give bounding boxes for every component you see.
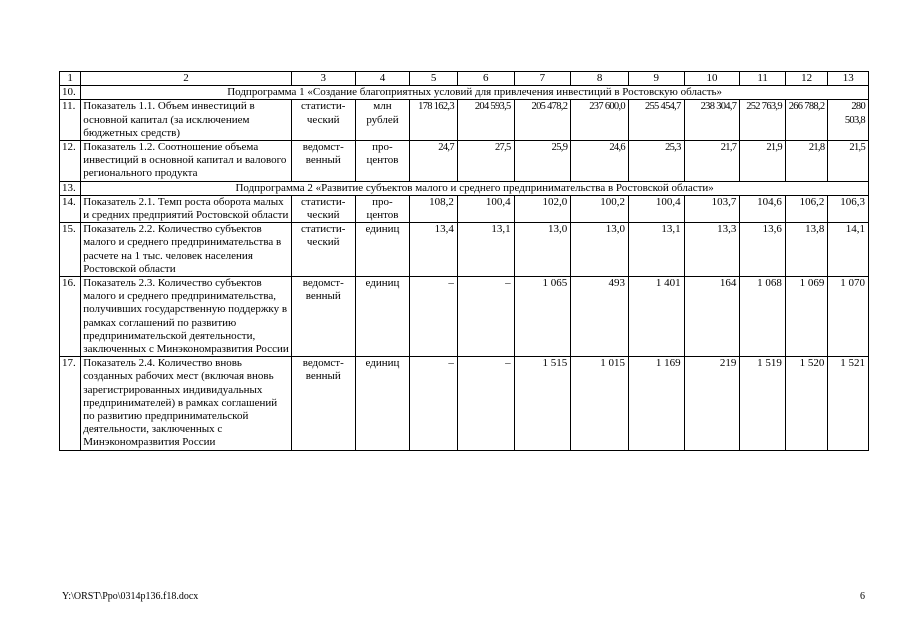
indicator-value: 13,0 bbox=[571, 223, 629, 277]
indicator-value: 21,8 bbox=[785, 141, 828, 182]
indicator-value: 106,3 bbox=[828, 195, 869, 222]
indicator-value: 1 065 bbox=[514, 277, 571, 357]
indicator-value: 100,4 bbox=[628, 195, 684, 222]
indicator-name: Показатель 1.1. Объем инвестиций в основной капитал (за исключением бюджетных средств) bbox=[81, 100, 292, 141]
indicator-value: 493 bbox=[571, 277, 629, 357]
indicator-value: 1 515 bbox=[514, 357, 571, 450]
indicator-value: 1 519 bbox=[740, 357, 786, 450]
indicator-value: – bbox=[457, 277, 514, 357]
column-number-cell: 3 bbox=[291, 72, 355, 86]
indicator-name: Показатель 1.2. Соотношение объема инвестиций в основной капитал и валового регионального продукта bbox=[81, 141, 292, 182]
indicator-value: 1 169 bbox=[628, 357, 684, 450]
indicators-table bbox=[59, 71, 869, 451]
indicator-value: 1 521 bbox=[828, 357, 869, 450]
indicator-row bbox=[60, 223, 869, 277]
footer-file-path: Y:\ORST\Ppo\0314p136.f18.docx bbox=[62, 591, 199, 602]
indicator-value: 21,9 bbox=[740, 141, 786, 182]
indicator-value: 280 503,8 bbox=[828, 100, 869, 141]
indicator-name: Показатель 2.2. Количество субъектов малого и среднего предпринимательства в расчете на 1 тыс. человек населения Ростовской области bbox=[81, 223, 292, 277]
indicator-unit: про-центов bbox=[355, 195, 410, 222]
indicator-value: 13,1 bbox=[628, 223, 684, 277]
column-number-cell: 5 bbox=[410, 72, 458, 86]
indicator-value: 13,6 bbox=[740, 223, 786, 277]
column-number-cell: 9 bbox=[628, 72, 684, 86]
indicator-row bbox=[60, 195, 869, 222]
indicator-name: Показатель 2.4. Количество вновь созданных рабочих мест (включая вновь зарегистрированных индивидуальных предпринимателей) в рамках соглашений по развитию предпринимательской деятельности, заключенных с Минэкономразвития России bbox=[81, 357, 292, 450]
row-number: 15. bbox=[60, 223, 81, 277]
indicator-value: 104,6 bbox=[740, 195, 786, 222]
indicator-unit: про-центов bbox=[355, 141, 410, 182]
indicator-source-type: ведомст-венный bbox=[291, 141, 355, 182]
indicator-row bbox=[60, 100, 869, 141]
indicator-value: 108,2 bbox=[410, 195, 458, 222]
column-number-cell: 7 bbox=[514, 72, 571, 86]
indicator-value: 25,3 bbox=[628, 141, 684, 182]
subprogram-row bbox=[60, 181, 869, 195]
indicator-row bbox=[60, 141, 869, 182]
indicator-source-type: ведомст-венный bbox=[291, 357, 355, 450]
indicator-value: 204 593,5 bbox=[457, 100, 514, 141]
column-number-row bbox=[60, 72, 869, 86]
indicator-value: 103,7 bbox=[684, 195, 740, 222]
indicator-value: 1 069 bbox=[785, 277, 828, 357]
indicator-value: 27,5 bbox=[457, 141, 514, 182]
indicator-value: 100,2 bbox=[571, 195, 629, 222]
indicator-value: 106,2 bbox=[785, 195, 828, 222]
indicator-name: Показатель 2.1. Темп роста оборота малых и средних предприятий Ростовской области bbox=[81, 195, 292, 222]
indicator-value: 252 763,9 bbox=[740, 100, 786, 141]
indicator-value: 1 070 bbox=[828, 277, 869, 357]
indicator-value: 21,7 bbox=[684, 141, 740, 182]
column-number-cell: 11 bbox=[740, 72, 786, 86]
indicator-value: – bbox=[410, 277, 458, 357]
indicator-row bbox=[60, 277, 869, 357]
column-number-cell: 6 bbox=[457, 72, 514, 86]
row-number: 10. bbox=[60, 86, 81, 100]
indicator-value: 255 454,7 bbox=[628, 100, 684, 141]
indicator-value: 219 bbox=[684, 357, 740, 450]
indicator-value: 237 600,0 bbox=[571, 100, 629, 141]
indicator-value: 13,4 bbox=[410, 223, 458, 277]
indicator-value: 13,0 bbox=[514, 223, 571, 277]
column-number-cell: 10 bbox=[684, 72, 740, 86]
indicator-value: 102,0 bbox=[514, 195, 571, 222]
indicator-value: 24,7 bbox=[410, 141, 458, 182]
indicator-value: 24,6 bbox=[571, 141, 629, 182]
indicator-value: 100,4 bbox=[457, 195, 514, 222]
column-number-cell: 12 bbox=[785, 72, 828, 86]
indicator-value: 178 162,3 bbox=[410, 100, 458, 141]
row-number: 17. bbox=[60, 357, 81, 450]
indicator-value: 25,9 bbox=[514, 141, 571, 182]
indicator-value: 1 401 bbox=[628, 277, 684, 357]
column-number-cell: 13 bbox=[828, 72, 869, 86]
row-number: 16. bbox=[60, 277, 81, 357]
indicator-value: 13,8 bbox=[785, 223, 828, 277]
column-number-cell: 8 bbox=[571, 72, 629, 86]
subprogram-title: Подпрограмма 2 «Развитие субъектов малого и среднего предпринимательства в Ростовской области» bbox=[81, 181, 869, 195]
indicator-row bbox=[60, 357, 869, 450]
indicator-unit: единиц bbox=[355, 357, 410, 450]
indicator-name: Показатель 2.3. Количество субъектов малого и среднего предпринимательства, получивших государственную поддержку в рамках соглашений по развитию предпринимательской деятельности, заключенных с Минэкономразвития России bbox=[81, 277, 292, 357]
indicator-source-type: ведомст-венный bbox=[291, 277, 355, 357]
indicator-unit: млн рублей bbox=[355, 100, 410, 141]
indicator-value: 266 788,2 bbox=[785, 100, 828, 141]
indicator-value: 21,5 bbox=[828, 141, 869, 182]
indicator-source-type: статисти-ческий bbox=[291, 195, 355, 222]
indicator-value: 13,1 bbox=[457, 223, 514, 277]
row-number: 14. bbox=[60, 195, 81, 222]
indicator-value: – bbox=[457, 357, 514, 450]
indicator-value: 1 015 bbox=[571, 357, 629, 450]
column-number-cell: 4 bbox=[355, 72, 410, 86]
subprogram-row bbox=[60, 86, 869, 100]
indicator-value: 164 bbox=[684, 277, 740, 357]
column-number-cell: 1 bbox=[60, 72, 81, 86]
indicator-source-type: статисти-ческий bbox=[291, 100, 355, 141]
indicator-unit: единиц bbox=[355, 277, 410, 357]
indicator-value: 205 478,2 bbox=[514, 100, 571, 141]
column-number-cell: 2 bbox=[81, 72, 292, 86]
indicator-value: 13,3 bbox=[684, 223, 740, 277]
row-number: 12. bbox=[60, 141, 81, 182]
indicator-value: – bbox=[410, 357, 458, 450]
indicator-unit: единиц bbox=[355, 223, 410, 277]
footer-page-number: 6 bbox=[860, 591, 865, 602]
row-number: 11. bbox=[60, 100, 81, 141]
indicator-value: 238 304,7 bbox=[684, 100, 740, 141]
indicator-value: 14,1 bbox=[828, 223, 869, 277]
indicator-source-type: статисти-ческий bbox=[291, 223, 355, 277]
subprogram-title: Подпрограмма 1 «Создание благоприятных условий для привлечения инвестиций в Ростовскую область» bbox=[81, 86, 869, 100]
indicator-value: 1 068 bbox=[740, 277, 786, 357]
indicator-value: 1 520 bbox=[785, 357, 828, 450]
row-number: 13. bbox=[60, 181, 81, 195]
